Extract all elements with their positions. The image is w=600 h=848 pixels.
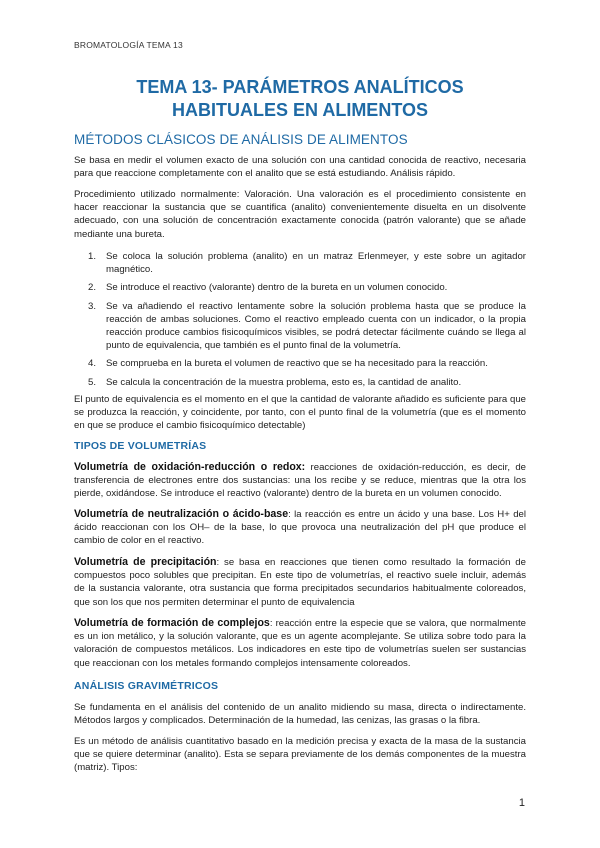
title-line-2: HABITUALES EN ALIMENTOS (171, 100, 428, 120)
term-acido-base: Volumetría de neutralización o ácido-base (74, 508, 289, 520)
document-title (74, 76, 526, 122)
volumetria-acido-base: Volumetría de neutralización o ácido-base: la reacción es entre un ácido y una base. Los H+ del ácido reaccionan con los OH– de la base, lo que provoca una neutralización del pH que produce el cambio de color en el reactivo. (74, 508, 527, 547)
section-heading-tipos: TIPOS DE VOLUMETRÍAS (74, 440, 207, 452)
paragraph-intro: Se basa en medir el volumen exacto de una solución con una cantidad conocida de reactivo, necesaria para que reaccione completamente con el analito que se está estudiando. Análisis rápido. (74, 155, 526, 180)
volumetria-precipitacion: Volumetría de precipitación: se basa en reacciones que tienen como resultado la formación de compuestos poco solubles que precipitan. En este tipo de volumetrías, el reactivo suele incluir, además de la sustancia valorante, otra sustancia que forma precipitados secundarios habitualmente coloreados, que son los que nos permiten determinar el punto de equivalencia (74, 556, 526, 608)
list-item: 3. Se va añadiendo el reactivo lentamente sobre la solución problema hasta que se produce la reacción de ambas soluciones. Como el reactivo empleado cuenta con un indicador, o la propia reacción produce cambios fisicoquímicos visibles, se podrá detectar fácilmente cuándo se llega al punto de equivalencia, que también es el punto final de la volumetría. (88, 300, 526, 352)
title-line-1: TEMA 13- PARÁMETROS ANALÍTICOS (136, 77, 464, 97)
term-redox: Volumetría de oxidación-reducción o redox: (74, 461, 306, 473)
volumetria-redox: Volumetría de oxidación-reducción o redox: reacciones de oxidación-reducción, es decir, de transferencia de electrones entre dos sustancias: una los recibe y se reduce, mientras que la otra los pierde, oxidándose. Se introduce el reactivo (valorante) dentro de la bureta en un volumen conocido. (74, 461, 526, 500)
term-complejos: Volumetría de formación de complejos (74, 617, 270, 629)
page-header: BROMATOLOGÍA TEMA 13 (74, 40, 183, 50)
page-number: 1 (518, 797, 525, 809)
volumetria-complejos: Volumetría de formación de complejos: reacción entre la especie que se valora, que normalmente es un ion metálico, y la solución valorante, que es un agente acomplejante. Se utiliza sobre todo para la valoración de compuestos metálicos. Los indicadores en este tipo de volumetrías suelen ser sustancias que reaccionan con los metales formando complejos intensamente coloreados. (74, 617, 526, 669)
paragraph-punto-equivalencia: El punto de equivalencia es el momento en el que la cantidad de valorante añadido es suficiente para que se produzca la reacción, y coincidente, por tanto, con el punto final de la volumetría (que es el momento en que se produce el cambio fisicoquímico detectable) (74, 394, 526, 432)
list-item: 2. Se introduce el reactivo (valorante) dentro de la bureta en un volumen conocido. (88, 282, 448, 294)
paragraph-gravimetricos-1: Se fundamenta en el análisis del contenido de un analito midiendo su masa, directa o indirectamente. Métodos largos y complicados. Determinación de la humedad, las cenizas, las grasas o la fibra. (74, 702, 526, 727)
paragraph-gravimetricos-2: Es un método de análisis cuantitativo basado en la medición precisa y exacta de la masa de la sustancia que se quiere determinar (analito). Esta se separa previamente de los demás componentes de la muestra (matriz). Tipos: (74, 736, 526, 774)
list-item: 5. Se calcula la concentración de la muestra problema, esto es, la cantidad de analito. (88, 376, 462, 388)
term-precipitacion: Volumetría de precipitación (74, 556, 217, 568)
list-item: 1. Se coloca la solución problema (analito) en un matraz Erlenmeyer, y este sobre un agitador magnético. (88, 251, 526, 276)
procedure-steps (74, 250, 526, 389)
section-heading-metodos: MÉTODOS CLÁSICOS DE ANÁLISIS DE ALIMENTOS (74, 132, 408, 147)
list-item: 4. Se comprueba en la bureta el volumen de reactivo que se ha necesitado para la reacción. (88, 358, 488, 370)
section-heading-gravimetricos: ANÁLISIS GRAVIMÉTRICOS (74, 680, 219, 692)
paragraph-procedimiento: Procedimiento utilizado normalmente: Valoración. Una valoración es el procedimiento consistente en hacer reaccionar la sustancia que se cuantifica (analito) convenientemente disuelta en un disolvente adecuado, con una solución de concentración exactamente conocida (patrón valorante) que se añade mediante una bureta. (74, 189, 526, 240)
